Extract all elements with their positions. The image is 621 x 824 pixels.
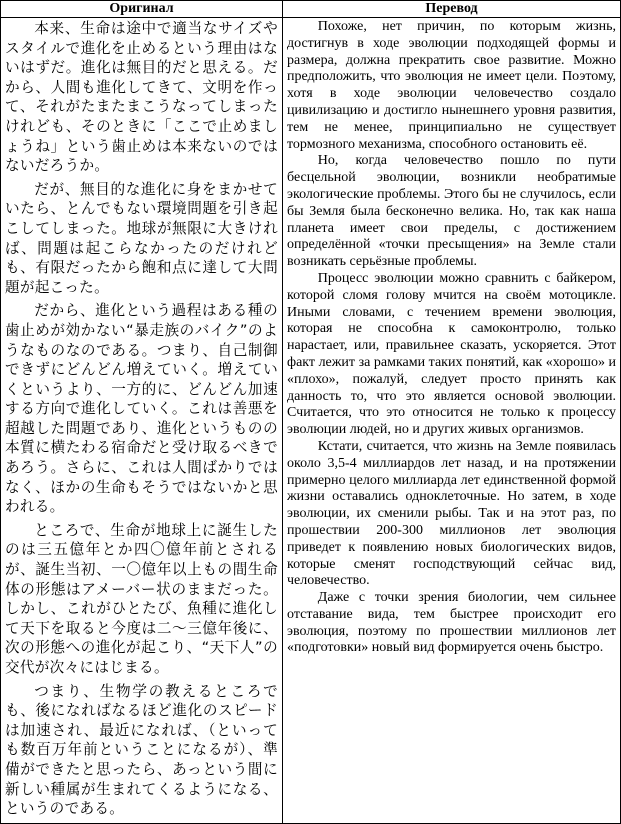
- original-paragraph: つまり、生物学の教えるところでも、後になればなるほど進化のスピードは加速され、最近になれば、（といっても数百万年前ということになるが）、準備ができたと思ったら、あっという間に新しい種属が生まれてくるようになる、というのである。: [5, 682, 278, 818]
- original-paragraph: だから、進化という過程はある種の歯止めが効かない“暴走族のバイク”のようなものなのである。つまり、自己制御できずにどんどん増えていく。増えていくというより、一方的に、どんどん加速する方向で進化していく。これは善悪を超越した問題であり、進化というものの本質に横たわる宿命だと受け取るべきであろう。さらに、これは人間ばかりではなく、ほかの生命もそうではないかと思われる。: [5, 302, 278, 516]
- translation-paragraph: Кстати, считается, что жизнь на Земле появилась около 3,5-4 миллиардов лет назад, и на протяжении примерно целого миллиарда лет единственной формой жизни оставались одноклеточные. Но затем, в ходе эволюции, их сменили рыбы. Так и на этот раз, по прошествии 200-300 миллионов лет эволюция приведет к появлению новых биологических видов, которые сменят господствующий сейчас вид, человечество.: [287, 438, 616, 589]
- translation-paragraph: Даже с точки зрения биологии, чем сильнее отставание вида, тем быстрее происходит его эволюция, поэтому по прошествии миллионов лет «подготовки» новый вид формируется очень быстро.: [287, 590, 616, 656]
- original-paragraph: 本来、生命は途中で適当なサイズやスタイルで進化を止めるという理由はないはずだ。進化は無目的だと思える。だから、人間も進化してきて、文明を作って、それがたまたまこうなってしまったけれども、そのときに「ここで止めましょうね」という歯止めは本来ないのではないだろうか。: [5, 20, 278, 175]
- original-text-cell: [1, 18, 283, 824]
- header-row: [1, 1, 621, 18]
- content-row: [1, 18, 621, 824]
- original-paragraph: ところで、生命が地球上に誕生したのは三五億年とか四〇億年前とされるが、誕生当初、一〇億年以上もの間生命体の形態はアメーバー状のままだった。しかし、これがひとたび、魚種に進化して天下を取ると今度は二～三億年後に、次の形態への進化が起こり、“天下人”の交代が次々にはじまる。: [5, 521, 278, 676]
- translation-text-cell: [283, 18, 621, 824]
- header-original: Оригинал: [1, 1, 283, 18]
- translation-paragraph: Похоже, нет причин, по которым жизнь, достигнув в ходе эволюции подходящей формы и размера, должна прекратить свое развитие. Можно предположить, что эволюция не имеет цели. Поэтому, хотя в ходе эволюции человечество создало цивилизацию и достигло нынешнего уровня развития, тем не менее, принципиально не существует тормозного механизма, способного остановить её.: [287, 19, 616, 152]
- original-paragraph: だが、無目的な進化に身をまかせていたら、とんでもない環境問題を引き起こしてしまった。地球が無限に大きければ、問題は起こらなかったのだけれども、有限だったから飽和点に達して大問題が起こった。: [5, 180, 278, 296]
- translation-paragraph: Но, когда человечество пошло по пути бесцельной эволюции, возникли необратимые экологические проблемы. Этого бы не случилось, если бы Земля была бесконечно велика. Но, так как наша планета имеет свои пределы, с достижением определённой «точки пресыщения» на Земле стали возникать серьёзные проблемы.: [287, 153, 616, 270]
- translation-paragraph: Процесс эволюции можно сравнить с байкером, которой сломя голову мчится на своём мотоцикле. Иными словами, с течением времени эволюция, которая не способна к самоконтролю, только нарастает, или, правильнее сказать, ускоряется. Этот факт лежит за рамками таких понятий, как «хорошо» и «плохо», пожалуй, следует просто принять как данность то, что это является основой эволюции. Считается, что это относится не только к процессу эволюции людей, но и других живых организмов.: [287, 270, 616, 438]
- header-translation: Перевод: [283, 1, 621, 18]
